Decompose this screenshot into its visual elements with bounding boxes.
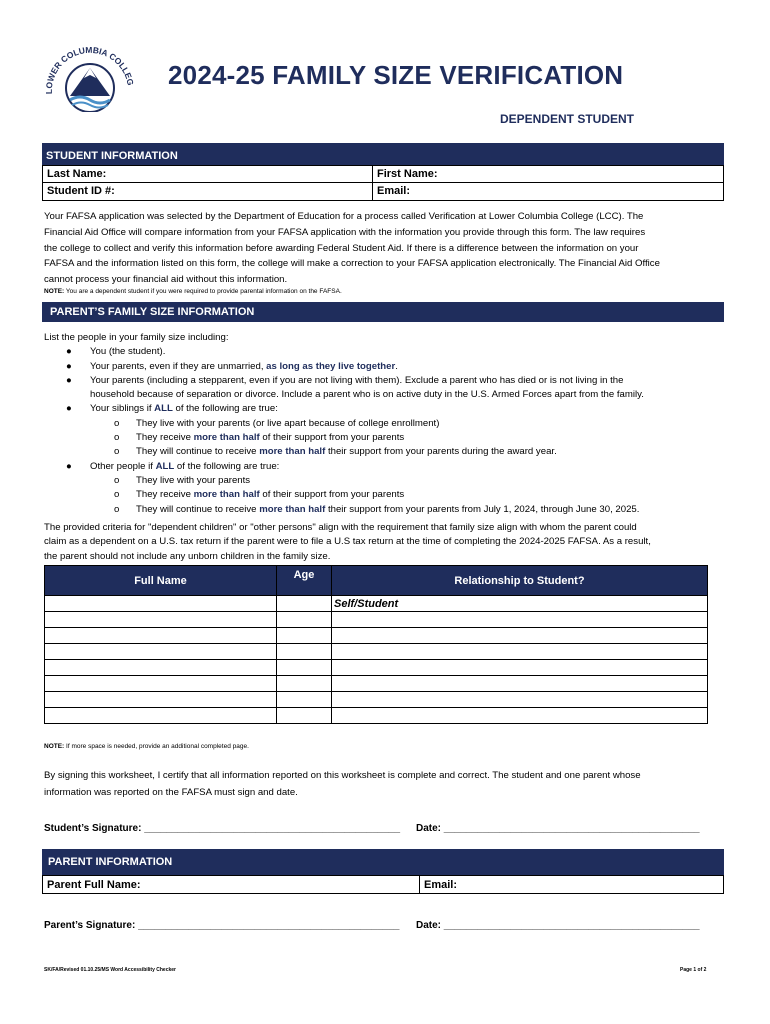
table-note: NOTE: If more space is needed, provide an additional completed page. xyxy=(44,743,249,750)
sub-list-item: o They will continue to receive more than half their support from your parents during the award year. xyxy=(114,446,557,458)
svg-text:LOWER COLUMBIA COLLEGE: LOWER COLUMBIA COLLEG xyxy=(43,44,136,95)
intro-paragraph: Your FAFSA application was selected by the Department of Education for a process called Verification at Lower Columbia College (LCC). The Financial Aid Office will compare information from your FAFSA application with the information you provide through this form. The law requires the college to collect and verify this information before awarding Federal Student Aid. If there is a difference between the information on your FAFSA and the information listed on this form, the college will make a correction to your FAFSA application electronically. The Financial Aid Office cannot process your financial aid without this information. xyxy=(44,211,660,286)
sub-list-item: o They receive more than half of their support from your parents xyxy=(114,432,405,444)
list-item: ● Your siblings if ALL of the following are true: xyxy=(66,403,278,415)
student-email-field[interactable]: Email: xyxy=(377,185,411,197)
relationship-cell[interactable] xyxy=(332,628,708,644)
page-subtitle: DEPENDENT STUDENT xyxy=(500,112,635,126)
column-header-relationship: Relationship to Student? xyxy=(332,566,708,596)
sub-list-item: o They will continue to receive more than half their support from your parents from July 1, 2024, through June 30, 2025. xyxy=(114,503,640,515)
first-name-field[interactable]: First Name: xyxy=(377,168,438,180)
list-item: ● Other people if ALL of the following are true: xyxy=(66,460,280,472)
age-cell[interactable] xyxy=(277,612,332,628)
relationship-cell: Self/Student xyxy=(332,596,708,612)
sub-list-item: o They live with your parents xyxy=(114,474,251,486)
name-cell[interactable] xyxy=(45,644,277,660)
table-row xyxy=(45,596,708,612)
table-row xyxy=(45,612,708,628)
table-row xyxy=(45,692,708,708)
age-cell[interactable] xyxy=(277,596,332,612)
list-lead: List the people in your family size including: xyxy=(44,332,229,343)
age-cell[interactable] xyxy=(277,676,332,692)
page-title: 2024-25 FAMILY SIZE VERIFICATION xyxy=(168,60,624,90)
parent-signature-line[interactable]: Parent’s Signature: _______________________________________________ xyxy=(44,920,400,931)
name-cell[interactable] xyxy=(45,660,277,676)
name-cell[interactable] xyxy=(45,628,277,644)
last-name-field[interactable]: Last Name: xyxy=(43,166,373,182)
name-cell[interactable] xyxy=(45,692,277,708)
student-row-names xyxy=(42,165,724,183)
age-cell[interactable] xyxy=(277,692,332,708)
sub-list-item: o They receive more than half of their support from your parents xyxy=(114,489,405,501)
parent-full-name-field[interactable]: Parent Full Name: xyxy=(43,876,420,893)
student-id-field[interactable]: Student ID #: xyxy=(43,183,373,200)
list-item: ● Your parents (including a stepparent, even if you are not living with them). Exclude a parent who has died or is not living in the xyxy=(66,374,624,386)
family-members-table xyxy=(44,565,708,724)
table-row xyxy=(45,628,708,644)
footer-page-number: Page 1 of 2 xyxy=(680,967,707,973)
college-logo xyxy=(40,42,136,112)
table-row xyxy=(45,660,708,676)
relationship-cell[interactable] xyxy=(332,660,708,676)
parent-information-header: PARENT INFORMATION xyxy=(42,849,724,875)
sub-list-item: o They live with your parents (or live apart because of college enrollment) xyxy=(114,417,440,429)
table-header-row xyxy=(45,566,708,596)
parent-info-row xyxy=(42,875,724,894)
name-cell[interactable] xyxy=(45,676,277,692)
relationship-cell[interactable] xyxy=(332,692,708,708)
footer-revision: SK/FA/Revised 01.10.25/MS Word Accessibility Checker xyxy=(44,967,177,973)
column-header-age: Age xyxy=(277,566,332,596)
relationship-cell[interactable] xyxy=(332,612,708,628)
table-row xyxy=(45,676,708,692)
student-signature-line[interactable]: Student’s Signature: ______________________________________________ xyxy=(44,823,401,834)
relationship-cell[interactable] xyxy=(332,676,708,692)
parent-email-field[interactable]: Email: xyxy=(424,879,458,891)
parent-date-line[interactable]: Date: ______________________________________________ xyxy=(416,920,700,931)
table-row xyxy=(45,644,708,660)
student-row-id xyxy=(42,183,724,201)
age-cell[interactable] xyxy=(277,660,332,676)
family-size-instructions: List the people in your family size including: ● You (the student). ● Your parents, even if they are unmarried, as long as they live together. ● Your parents (including a stepparent, even if you are not living with them). Exclude a parent who has died or is not living in the household because of separation or divorce. Include a parent who is on active duty in the U.S. Armed Forces apart from the family. ● Your siblings if ALL of the following are true: o They live with your parents (or live apart because of college enrollment) o They receive more than half of their support from your parents o They will continue to receive more than half their support from your parents during the award year. ● Other people if ALL of the following are true: o They live with your parents o They receive more than half of their support from your parents o They will continue to receive more than half their support from your parents from July 1, 2024, through June 30, 2025. xyxy=(44,331,724,517)
name-cell[interactable] xyxy=(45,708,277,724)
list-item: ● You (the student). xyxy=(66,346,166,358)
list-item: ● Your parents, even if they are unmarried, as long as they live together. xyxy=(66,360,398,372)
column-header-full-name: Full Name xyxy=(45,566,277,596)
criteria-paragraph: The provided criteria for "dependent children" or "other persons" align with the requirement that family size align with whom the parent could claim as a dependent on a U.S. tax return if the parent were to file a U.S tax return at the time of completing the 2024-2025 FAFSA. As a result, the parent should not include any unborn children in the family size. xyxy=(44,522,651,562)
relationship-cell[interactable] xyxy=(332,644,708,660)
relationship-cell[interactable] xyxy=(332,708,708,724)
table-row xyxy=(45,708,708,724)
student-date-line[interactable]: Date: ______________________________________________ xyxy=(416,823,700,834)
family-size-header: PARENT’S FAMILY SIZE INFORMATION xyxy=(42,302,724,322)
student-information-header: STUDENT INFORMATION xyxy=(42,143,724,165)
age-cell[interactable] xyxy=(277,708,332,724)
certification-paragraph: By signing this worksheet, I certify that all information reported on this worksheet is complete and correct. The student and one parent whose information was reported on the FAFSA must sign and date. xyxy=(44,770,641,798)
age-cell[interactable] xyxy=(277,644,332,660)
dependent-note: NOTE: You are a dependent student if you were required to provide parental information on the FAFSA. xyxy=(44,288,342,295)
age-cell[interactable] xyxy=(277,628,332,644)
name-cell[interactable] xyxy=(45,596,277,612)
name-cell[interactable] xyxy=(45,612,277,628)
